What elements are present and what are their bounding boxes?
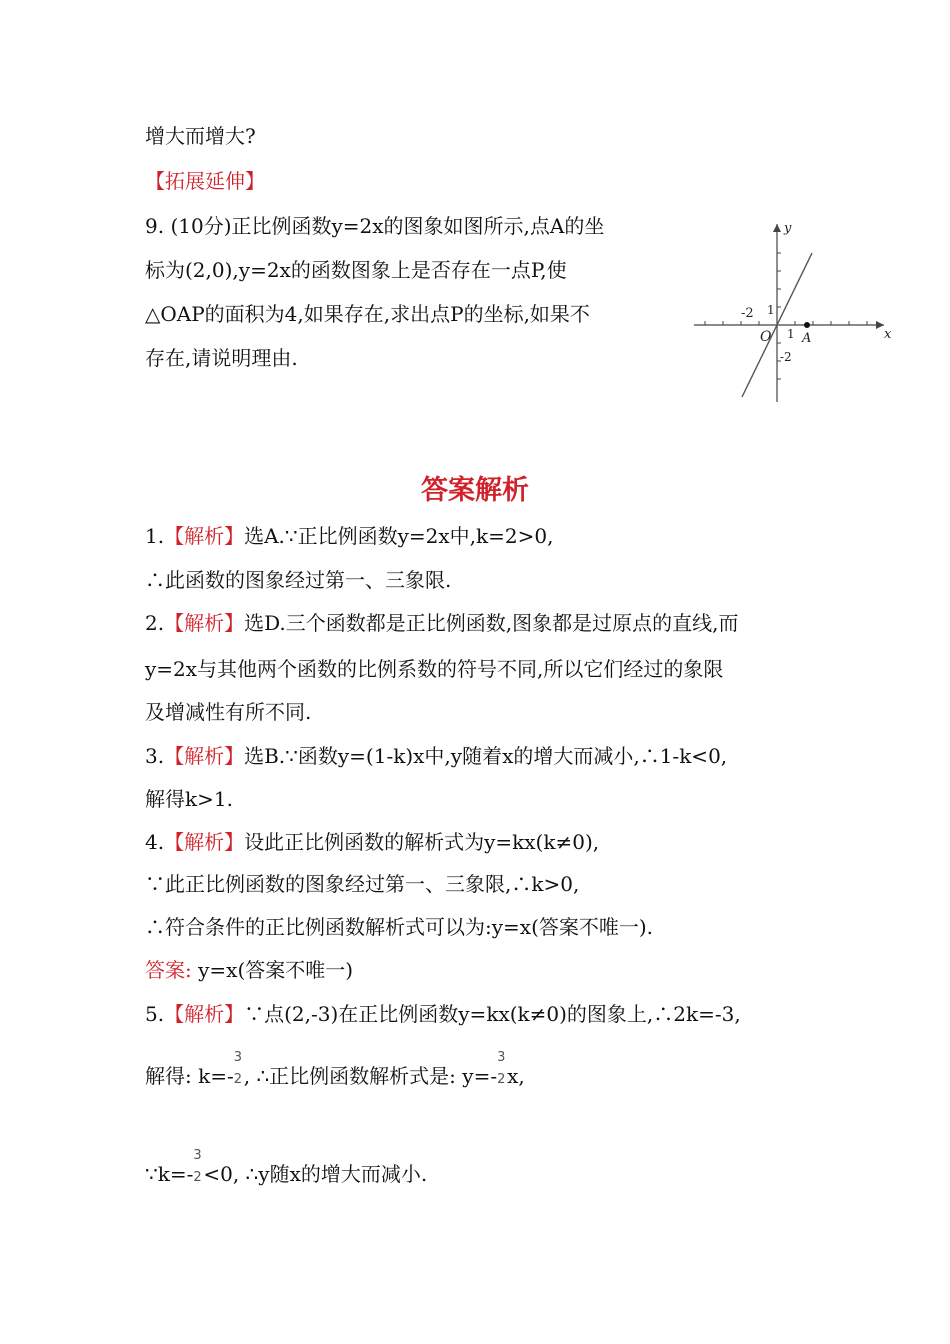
point-a: [804, 322, 810, 328]
answer-4-final: [145, 956, 353, 984]
answer-4-line-2: ∵此正比例函数的图象经过第一、三象限,∴k>0,: [145, 872, 580, 896]
answer-1: [145, 522, 553, 550]
answer-text: 选A.∵正比例函数y=2x中,k=2>0,: [244, 524, 554, 548]
answer-number: 5.: [145, 1002, 165, 1026]
q9-line-3: △OAP的面积为4,如果存在,求出点P的坐标,如果不: [145, 302, 590, 326]
answer-label: 答案:: [145, 958, 192, 982]
answer-2-line-3: 及增减性有所不同.: [145, 700, 312, 724]
y-label: y: [784, 221, 792, 236]
y-axis-arrow-icon: [773, 224, 781, 232]
fraction-3-over-2: 3 2: [497, 1050, 506, 1087]
tick-neg2-x: -2: [741, 306, 754, 321]
answer-text: ∵点(2,-3)在正比例函数y=kx(k≠0)的图象上,∴2k=-3,: [244, 1002, 741, 1026]
tick-1-x: 1: [787, 327, 795, 341]
q9-line-1: 9. (10分)正比例函数y=2x的图象如图所示,点A的坐: [145, 214, 605, 238]
answer-3-line-2: 解得k>1.: [145, 787, 233, 811]
q9-line-4: 存在,请说明理由.: [145, 346, 298, 370]
answer-5-line-3: [145, 1148, 428, 1188]
fraction-3-over-2: 3 2: [233, 1050, 243, 1087]
answer-text: x,: [507, 1064, 525, 1088]
answer-title: 答案解析: [421, 475, 529, 506]
tick-1-y: 1: [767, 303, 775, 317]
analysis-tag: 【解析】: [164, 830, 245, 854]
answer-2: [145, 609, 739, 637]
x-label: x: [884, 327, 892, 342]
answer-text: , ∴正比例函数解析式是: y=-: [243, 1064, 498, 1088]
q8-tail: 增大而增大?: [145, 124, 256, 148]
fraction-3-over-2: 3 2: [193, 1148, 202, 1185]
q9-line-2: 标为(2,0),y=2x的函数图象上是否存在一点P,使: [145, 258, 567, 282]
analysis-tag: 【解析】: [164, 744, 245, 768]
answer-text: 设此正比例函数的解析式为y=kx(k≠0),: [244, 830, 600, 854]
answer-number: 1.: [145, 524, 165, 548]
answer-5: [145, 1000, 741, 1028]
answer-text: ∵k=-: [145, 1162, 194, 1186]
answer-5-line-2: [145, 1050, 525, 1090]
analysis-tag: 【解析】: [164, 611, 245, 635]
x-axis-arrow-icon: [876, 321, 884, 329]
section-extend-heading: 【拓展延伸】: [145, 169, 265, 193]
x-ticks: [705, 321, 867, 325]
function-graph: [690, 216, 890, 406]
answer-text: <0, ∴y随x的增大而减小.: [203, 1162, 428, 1186]
answer-2-line-2: y=2x与其他两个函数的比例系数的符号不同,所以它们经过的象限: [145, 657, 724, 681]
answer-4-line-3: ∴符合条件的正比例函数解析式可以为:y=x(答案不唯一).: [145, 915, 654, 939]
answer-value: y=x(答案不唯一): [191, 958, 354, 982]
answer-1-line-2: ∴此函数的图象经过第一、三象限.: [145, 568, 452, 592]
answer-number: 2.: [145, 611, 165, 635]
analysis-tag: 【解析】: [164, 1002, 245, 1026]
answer-text: 选B.∵函数y=(1-k)x中,y随着x的增大而减小,∴1-k<0,: [244, 744, 728, 768]
answer-text: 选D.三个函数都是正比例函数,图象都是过原点的直线,而: [244, 611, 739, 635]
answer-text: 解得: k=-: [145, 1064, 234, 1088]
point-a-label: A: [802, 331, 812, 346]
answer-number: 4.: [145, 830, 165, 854]
answer-4: [145, 828, 599, 856]
analysis-tag: 【解析】: [164, 524, 245, 548]
answer-3: [145, 742, 727, 770]
origin-label: O: [760, 329, 772, 345]
answer-number: 3.: [145, 744, 165, 768]
tick-neg2-y: -2: [780, 350, 792, 364]
